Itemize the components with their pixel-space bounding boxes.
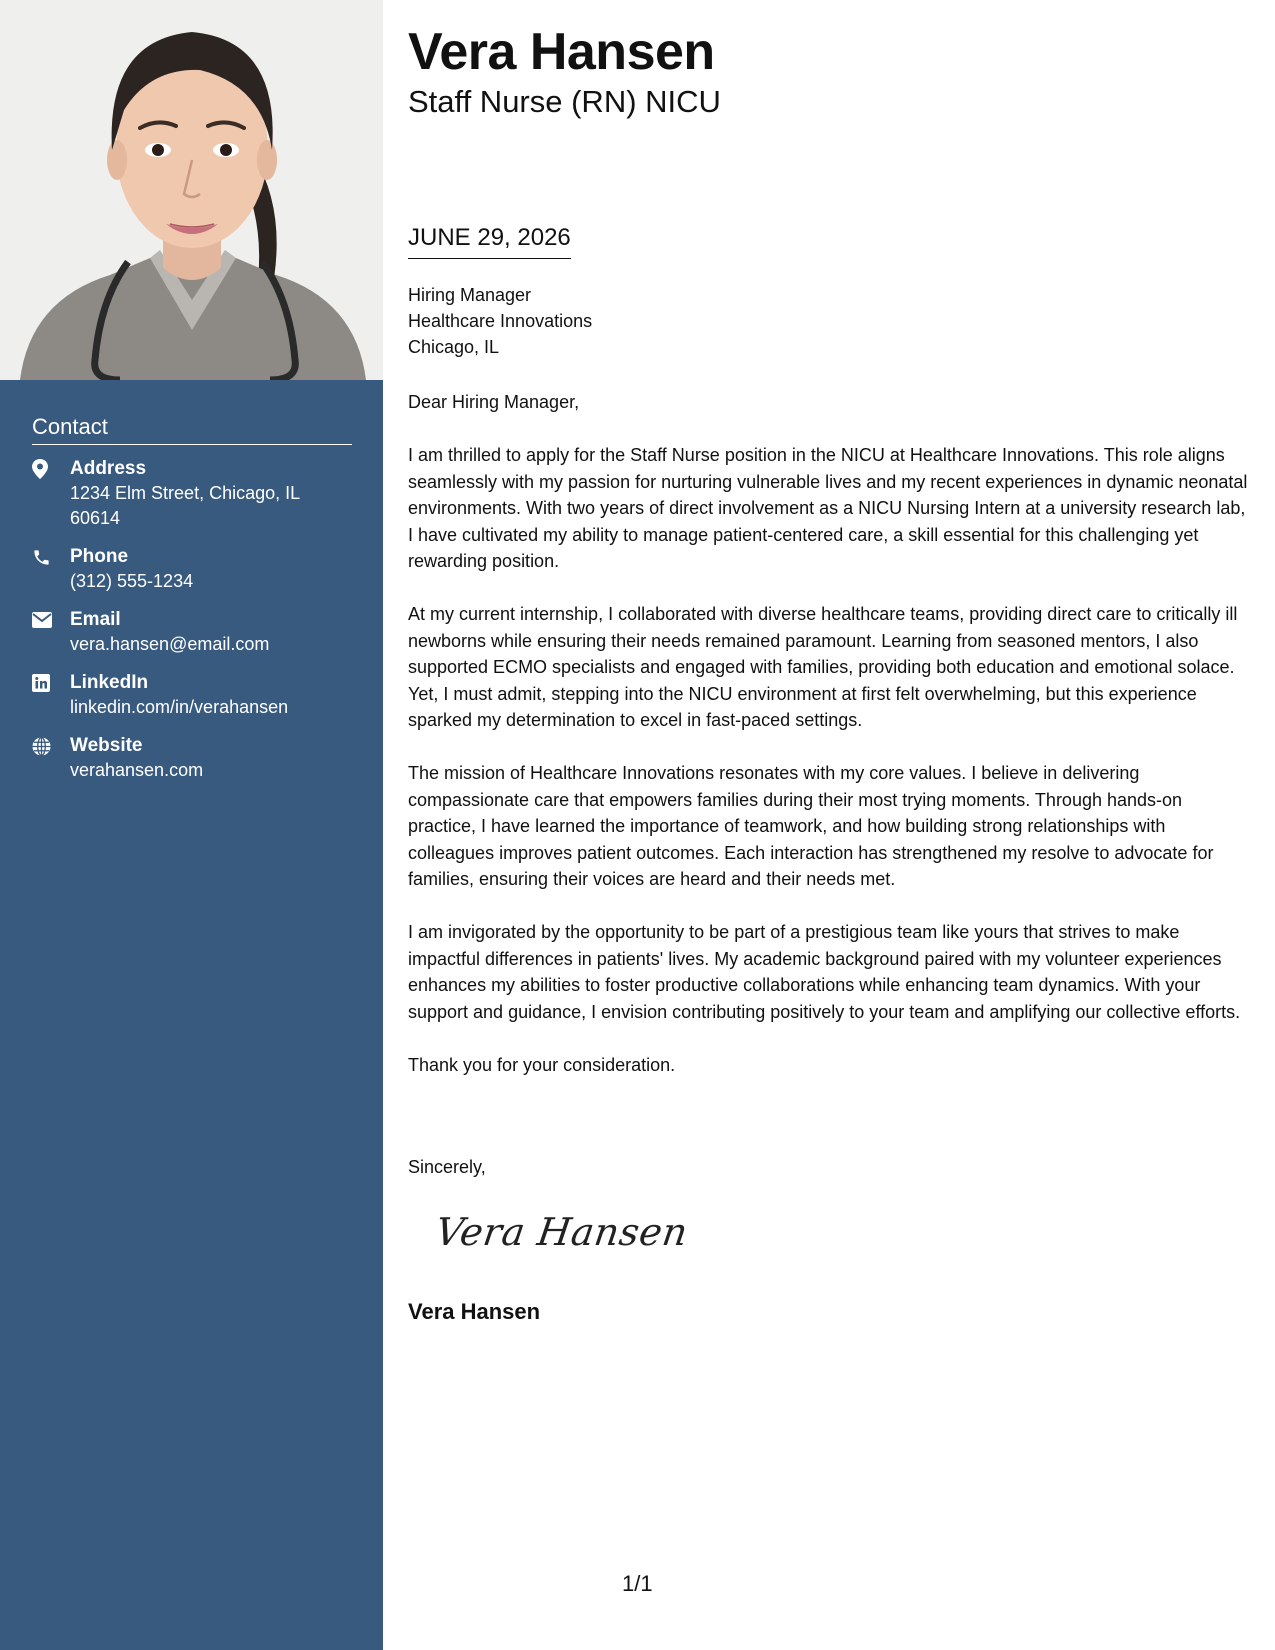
body-paragraph: Thank you for your consideration. xyxy=(408,1054,676,1075)
phone-icon xyxy=(32,545,70,569)
closing: Sincerely, xyxy=(408,1157,486,1177)
recipient-line: Chicago, IL xyxy=(408,337,500,357)
contact-website xyxy=(32,734,352,783)
website-label: Website xyxy=(70,735,143,756)
phone-label: Phone xyxy=(70,546,129,567)
contact-linkedin xyxy=(32,671,352,720)
envelope-icon xyxy=(32,608,70,632)
contact-heading: Contact xyxy=(32,412,352,445)
body-paragraph: The mission of Healthcare Innovations resonates with my core values. I believe in delivering compassionate care that empowers families during their most trying moments. Through hands-on practice, I have learned the importance of teamwork, and how building strong relationships with colleagues improves patient outcomes. Each interaction has strengthened my resolve to advocate for families, ensuring their voices are heard and their needs met. xyxy=(408,763,1214,889)
recipient-line: Hiring Manager xyxy=(408,285,532,305)
page-number: 1/1 xyxy=(622,1571,653,1596)
signer-name: Vera Hansen xyxy=(408,1299,541,1324)
linkedin-label: LinkedIn xyxy=(70,672,149,693)
contact-email xyxy=(32,608,352,657)
website-value[interactable]: verahansen.com xyxy=(70,760,204,780)
body-paragraph: I am invigorated by the opportunity to be part of a prestigious team like yours that strives to make impactful differences in patients' lives. My academic background paired with my volunteer experiences enhances my abilities to foster productive collaborations while enhancing team dynamics. With your support and guidance, I envision contributing positively to your team and amplifying our collective efforts. xyxy=(408,922,1241,1022)
body-paragraph: I am thrilled to apply for the Staff Nurse position in the NICU at Healthcare Innovations. This role aligns seamlessly with my passion for nurturing vulnerable lives and my recent experiences in dynamic neonatal environments. With two years of direct involvement as a NICU Nursing Intern at a university research lab, I have cultivated my ability to manage patient-centered care, a skill essential for this challenging yet rewarding position. xyxy=(408,445,1248,571)
applicant-name: Vera Hansen xyxy=(408,23,715,81)
address-label: Address xyxy=(70,458,147,479)
contact-address xyxy=(32,457,352,531)
email-label: Email xyxy=(70,609,121,630)
linkedin-value[interactable]: linkedin.com/in/verahansen xyxy=(70,697,289,717)
letter-body xyxy=(408,442,1253,1105)
salutation: Dear Hiring Manager, xyxy=(408,392,580,412)
phone-value: (312) 555-1234 xyxy=(70,571,194,591)
contact-section xyxy=(32,412,352,797)
globe-icon xyxy=(32,734,70,758)
letter-date: JUNE 29, 2026 xyxy=(408,222,571,259)
handwritten-signature: Vera Hansen xyxy=(432,1210,691,1254)
sidebar xyxy=(0,0,383,1650)
contact-phone xyxy=(32,545,352,594)
recipient-line: Healthcare Innovations xyxy=(408,311,593,331)
job-title: Staff Nurse (RN) NICU xyxy=(408,84,721,119)
linkedin-icon xyxy=(32,671,70,695)
location-pin-icon xyxy=(32,457,70,481)
email-value[interactable]: vera.hansen@email.com xyxy=(70,634,270,654)
recipient-block xyxy=(408,282,592,360)
address-value: 1234 Elm Street, Chicago, IL 60614 xyxy=(70,483,300,528)
profile-photo xyxy=(0,0,383,380)
body-paragraph: At my current internship, I collaborated with diverse healthcare teams, providing direct care to critically ill newborns while ensuring their needs remained paramount. Learning from seasoned mentors, I also supported ECMO specialists and engaged with families, providing both education and emotional solace. Yet, I must admit, stepping into the NICU environment at first felt overwhelming, but this experience sparked my determination to excel in fast-paced settings. xyxy=(408,604,1238,730)
